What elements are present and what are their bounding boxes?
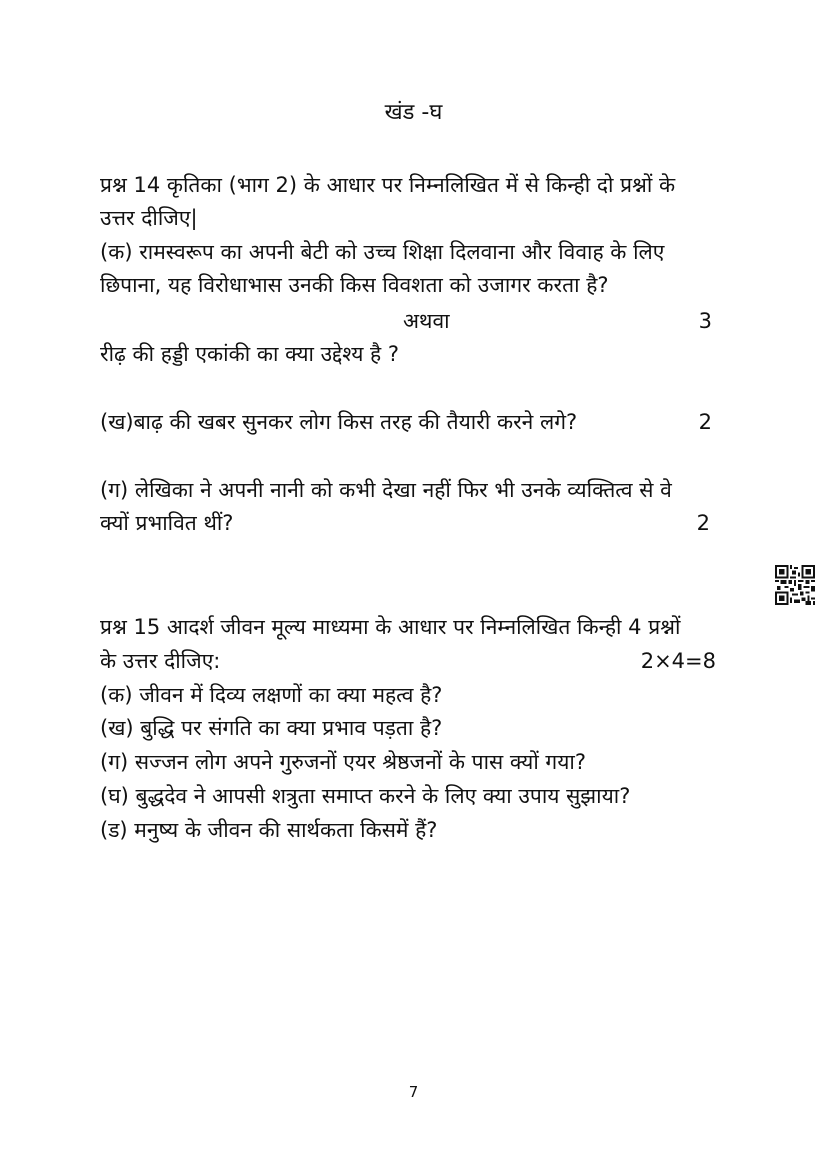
q14-ga-marks: 2	[696, 511, 710, 535]
q14-line1: प्रश्न 14 कृतिका (भाग 2) के आधार पर निम्नलिखित में से किन्ही दो प्रश्नों के	[100, 173, 676, 197]
section-title: खंड -घ	[384, 100, 443, 125]
q14-ka-line2: छिपाना, यह विरोधाभास उनकी किस विवशता को उजागर करता है?	[100, 273, 609, 297]
q14-ka-marks: 3	[698, 309, 712, 333]
q15-item-da: (ड) मनुष्य के जीवन की सार्थकता किसमें हैं?	[100, 818, 438, 842]
q15-line1: प्रश्न 15 आदर्श जीवन मूल्य माध्यमा के आधार पर निम्नलिखित किन्ही 4 प्रश्नों	[100, 615, 681, 639]
q14-ga-line2: क्यों प्रभावित थीं?	[100, 511, 234, 535]
q15-item-gha: (घ) बुद्धदेव ने आपसी शत्रुता समाप्त करने के लिए क्या उपाय सुझाया?	[100, 784, 631, 808]
q14-line2: उत्तर दीजिए|	[100, 206, 198, 230]
q14-kha: (ख)बाढ़ की खबर सुनकर लोग किस तरह की तैयारी करने लगे?	[100, 410, 578, 434]
or-label: अथवा	[403, 309, 450, 333]
q15-item-kha: (ख) बुद्धि पर संगति का क्या प्रभाव पड़ता है?	[100, 716, 443, 740]
q15-line2: के उत्तर दीजिए:	[100, 649, 221, 673]
q15-marks: 2×4=8	[640, 649, 716, 673]
q15-item-ka: (क) जीवन में दिव्य लक्षणों का क्या महत्व है?	[100, 683, 443, 707]
q14-kha-marks: 2	[698, 410, 712, 434]
qr-code-icon	[775, 565, 815, 605]
q14-ka-line1: (क) रामस्वरूप का अपनी बेटी को उच्च शिक्षा दिलवाना और विवाह के लिए	[100, 240, 665, 264]
q15-item-ga: (ग) सज्जन लोग अपने गुरुजनों एयर श्रेष्ठजनों के पास क्यों गया?	[100, 750, 587, 774]
page-number: 7	[408, 1083, 419, 1101]
q14-ka-alt: रीढ़ की हड्डी एकांकी का क्या उद्देश्य है ?	[100, 342, 400, 366]
q14-ga-line1: (ग) लेखिका ने अपनी नानी को कभी देखा नहीं फिर भी उनके व्यक्तित्व से वे	[100, 478, 672, 502]
